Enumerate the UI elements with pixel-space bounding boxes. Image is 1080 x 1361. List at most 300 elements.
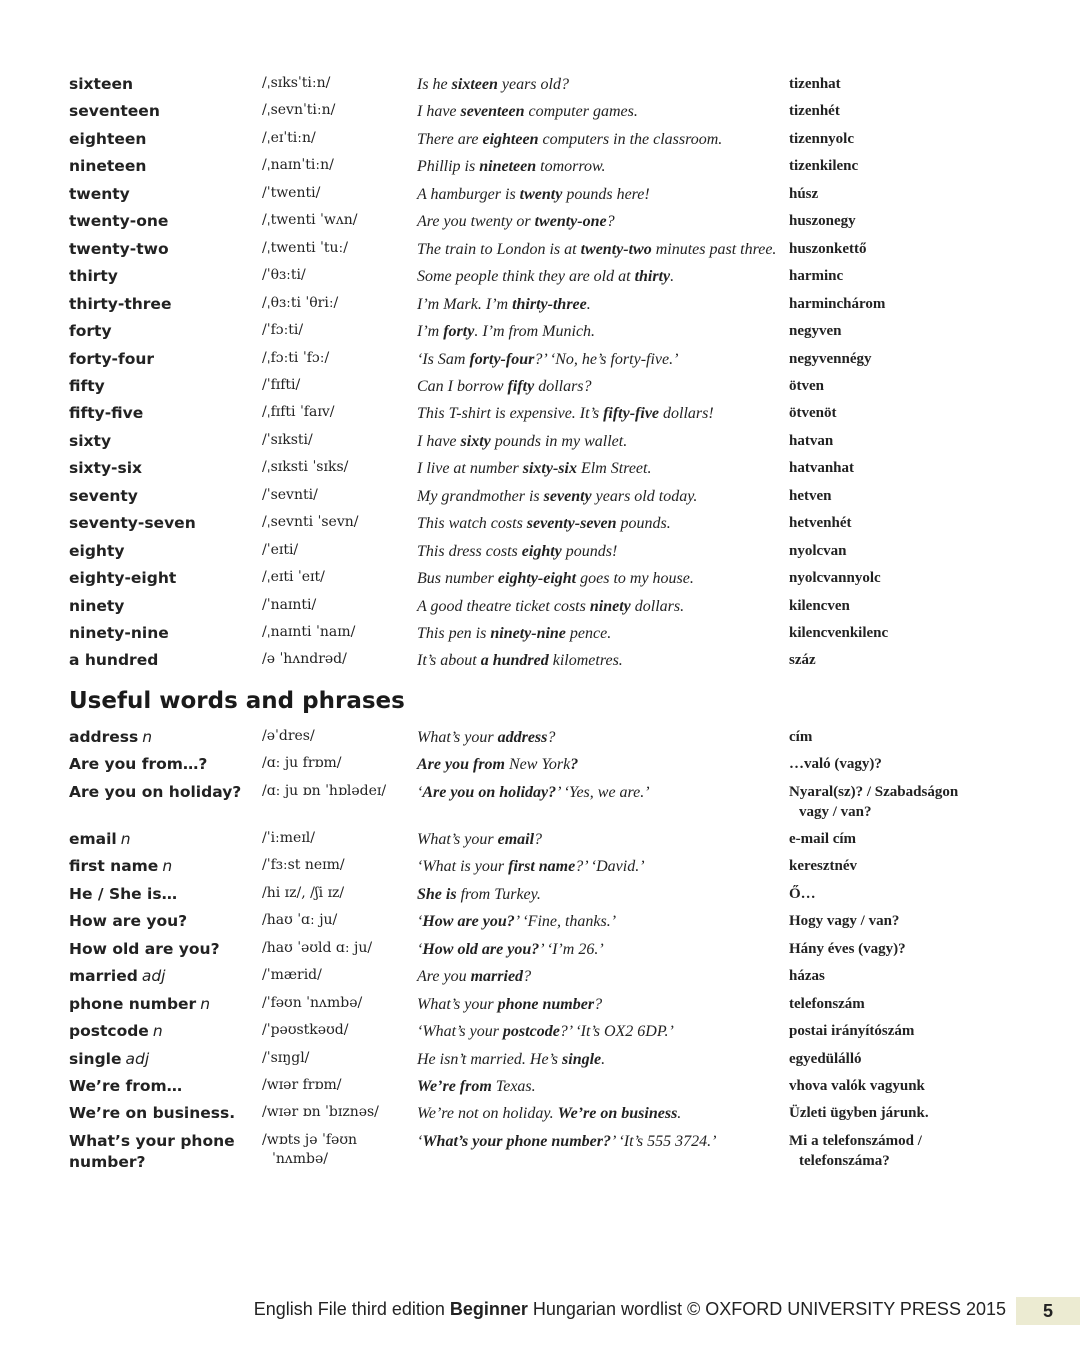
example-text: We’re not on holiday. bbox=[417, 1105, 558, 1122]
hungarian-translation bbox=[789, 184, 989, 204]
example-text: Are you bbox=[417, 968, 471, 985]
example-keyword: twenty-one bbox=[534, 213, 607, 231]
example-text: dollars? bbox=[534, 377, 592, 395]
example-sentence bbox=[417, 266, 787, 287]
headword-text: How are you? bbox=[69, 912, 188, 930]
headword bbox=[69, 321, 254, 342]
example-keyword: thirty bbox=[634, 268, 671, 286]
headword bbox=[69, 74, 254, 95]
example-keyword: first name bbox=[508, 858, 576, 875]
headword bbox=[69, 376, 254, 397]
headword bbox=[69, 884, 254, 905]
example-text: years old? bbox=[497, 76, 569, 93]
example-text: ? bbox=[594, 996, 603, 1013]
pronunciation bbox=[262, 650, 412, 669]
translation-text: hatvanhat bbox=[789, 460, 855, 477]
hungarian-translation bbox=[789, 129, 989, 149]
headword-text: single bbox=[69, 1050, 122, 1068]
pronunciation bbox=[262, 1049, 412, 1068]
example-sentence bbox=[417, 727, 787, 748]
translation-text: tizenkilenc bbox=[789, 158, 859, 175]
headword bbox=[69, 156, 254, 177]
headword bbox=[69, 349, 254, 370]
headword bbox=[69, 650, 254, 671]
headword-text: fifty-five bbox=[69, 404, 144, 423]
example-keyword: twenty bbox=[519, 185, 563, 203]
headword-text: twenty bbox=[69, 184, 130, 203]
headword-text: Are you from…? bbox=[69, 755, 208, 773]
example-sentence bbox=[417, 1103, 787, 1124]
example-text: ‘Is Sam bbox=[417, 350, 470, 368]
section-title: Useful words and phrases bbox=[69, 688, 405, 714]
headword bbox=[69, 1021, 254, 1042]
example-text: pounds! bbox=[561, 542, 618, 560]
example-keyword: single bbox=[562, 1051, 602, 1068]
example-text: Some people think they are old at bbox=[417, 268, 635, 286]
headword-text: We’re on business. bbox=[69, 1104, 236, 1122]
hungarian-translation bbox=[789, 101, 989, 121]
pronunciation-text: /ˌnaɪnti ˈnaɪn/ bbox=[262, 624, 356, 640]
headword bbox=[69, 1103, 254, 1124]
headword-text: thirty bbox=[69, 267, 118, 286]
headword bbox=[69, 541, 254, 562]
pronunciation-text: /wɪər frɒm/ bbox=[262, 1077, 342, 1093]
pronunciation-text: /ˈiːmeɪl/ bbox=[262, 830, 315, 846]
pronunciation bbox=[262, 568, 412, 587]
part-of-speech: n bbox=[142, 728, 153, 746]
part-of-speech: adj bbox=[125, 1050, 150, 1068]
headword-text: ninety-nine bbox=[69, 624, 169, 642]
example-keyword: forty-four bbox=[469, 350, 535, 368]
example-sentence bbox=[417, 431, 787, 452]
hungarian-translation bbox=[789, 294, 989, 314]
example-text: ‘ bbox=[417, 784, 423, 801]
pronunciation-text: /ˌtwenti ˈwʌn/ bbox=[262, 212, 358, 229]
example-text: . bbox=[586, 295, 591, 313]
pronunciation bbox=[262, 458, 412, 477]
headword bbox=[69, 431, 254, 452]
example-sentence bbox=[417, 1131, 787, 1152]
example-text: ? bbox=[534, 831, 543, 848]
headword-text: postcode bbox=[69, 1022, 149, 1040]
example-text: ‘ bbox=[417, 941, 423, 958]
example-keyword: seventy bbox=[543, 487, 592, 505]
example-text: The train to London is at bbox=[417, 240, 581, 258]
headword bbox=[69, 239, 254, 260]
headword-text: married bbox=[69, 967, 138, 985]
example-sentence bbox=[417, 568, 787, 589]
pronunciation-text: /ˌtwenti ˈtuː/ bbox=[262, 239, 348, 256]
hungarian-translation bbox=[789, 211, 989, 231]
pronunciation-text: /ˈtwenti/ bbox=[262, 184, 321, 201]
example-text: What’s your bbox=[417, 831, 498, 848]
example-text: ? bbox=[547, 729, 556, 746]
headword-text: forty-four bbox=[69, 349, 155, 368]
example-text: from Turkey. bbox=[456, 886, 541, 903]
translation-text: kilencvenkilenc bbox=[789, 625, 889, 641]
example-sentence bbox=[417, 966, 787, 987]
example-sentence bbox=[417, 458, 787, 479]
example-keyword: email bbox=[497, 831, 535, 848]
example-sentence bbox=[417, 184, 787, 205]
pronunciation-text: /ˌnaɪnˈtiːn/ bbox=[262, 157, 334, 174]
example-sentence bbox=[417, 349, 787, 370]
headword bbox=[69, 829, 254, 850]
pronunciation-text: /ˈfɔːti/ bbox=[262, 322, 304, 339]
example-text: minutes past three. bbox=[651, 240, 777, 258]
example-sentence bbox=[417, 239, 787, 260]
pronunciation bbox=[262, 403, 412, 422]
pronunciation bbox=[262, 541, 412, 560]
hungarian-translation bbox=[789, 782, 989, 822]
headword bbox=[69, 856, 254, 877]
example-text: ‘ bbox=[417, 1133, 423, 1150]
example-sentence bbox=[417, 294, 787, 315]
example-sentence bbox=[417, 1076, 787, 1097]
example-text: It’s about bbox=[417, 652, 481, 670]
translation-text: hetven bbox=[789, 487, 832, 504]
translation-text: száz bbox=[789, 652, 816, 669]
example-keyword: How old are you? bbox=[422, 941, 540, 958]
hungarian-translation bbox=[789, 1021, 989, 1041]
headword-text: eighty bbox=[69, 541, 125, 560]
example-text: ‘What is your bbox=[417, 858, 509, 875]
headword-text: eighteen bbox=[69, 129, 147, 148]
pronunciation bbox=[262, 211, 412, 230]
hungarian-translation bbox=[789, 623, 989, 643]
pronunciation-text: /ə ˈhʌndrəd/ bbox=[262, 651, 347, 668]
headword-text: twenty-two bbox=[69, 239, 169, 258]
example-text: pounds. bbox=[616, 515, 671, 533]
example-text: Texas. bbox=[491, 1078, 536, 1095]
pronunciation-text: /ˌsevnˈtiːn/ bbox=[262, 102, 336, 119]
example-keyword: phone number bbox=[497, 996, 595, 1013]
headword-text: sixty-six bbox=[69, 459, 143, 478]
headword-text-continued: number? bbox=[69, 1153, 146, 1171]
headword bbox=[69, 129, 254, 150]
pronunciation bbox=[262, 829, 412, 848]
pronunciation-text: /haʊ ˈəʊld ɑː ju/ bbox=[262, 940, 373, 956]
pronunciation-text: /ˈfɜːst neɪm/ bbox=[262, 857, 345, 873]
translation-text: egyedülálló bbox=[789, 1051, 862, 1067]
example-sentence bbox=[417, 884, 787, 905]
pronunciation bbox=[262, 884, 412, 903]
hungarian-translation bbox=[789, 856, 989, 876]
translation-text: huszonegy bbox=[789, 213, 856, 230]
example-text: A hamburger is bbox=[417, 185, 520, 203]
headword-text: eighty-eight bbox=[69, 569, 177, 588]
example-text: I’m Mark. I’m bbox=[417, 295, 513, 313]
footer-text-pre: English File third edition bbox=[253, 1299, 450, 1319]
translation-text: e-mail cím bbox=[789, 831, 857, 847]
example-text: I have bbox=[417, 432, 461, 450]
example-text: computer games. bbox=[524, 103, 638, 121]
headword-text: We’re from… bbox=[69, 1077, 183, 1095]
example-text: A good theatre ticket costs bbox=[417, 597, 590, 615]
example-text: This T-shirt is expensive. It’s bbox=[417, 405, 604, 423]
example-sentence bbox=[417, 1021, 787, 1042]
headword bbox=[69, 754, 254, 775]
hungarian-translation bbox=[789, 939, 989, 959]
example-text: kilometres. bbox=[548, 652, 623, 670]
example-keyword: nineteen bbox=[479, 158, 537, 176]
hungarian-translation bbox=[789, 349, 989, 369]
headword bbox=[69, 211, 254, 232]
example-keyword: eighteen bbox=[482, 130, 539, 148]
example-text: . bbox=[601, 1051, 606, 1068]
example-keyword: forty bbox=[443, 323, 475, 341]
example-sentence bbox=[417, 129, 787, 150]
pronunciation-text: /ˈsɪksti/ bbox=[262, 431, 313, 448]
translation-text: hetvenhét bbox=[789, 515, 852, 532]
headword-text: twenty-one bbox=[69, 212, 169, 231]
headword-text: email bbox=[69, 830, 117, 848]
pronunciation bbox=[262, 101, 412, 120]
example-text: I live at number bbox=[417, 460, 523, 478]
pronunciation bbox=[262, 1131, 412, 1169]
translation-text: tizennyolc bbox=[789, 130, 854, 147]
example-text: I have bbox=[417, 103, 461, 121]
pronunciation bbox=[262, 376, 412, 395]
pronunciation bbox=[262, 486, 412, 505]
translation-text: ötven bbox=[789, 377, 824, 394]
translation-text: házas bbox=[789, 968, 825, 984]
hungarian-translation bbox=[789, 541, 989, 561]
example-text: ’ ‘I’m 26.’ bbox=[539, 941, 604, 958]
translation-text: tizenhét bbox=[789, 103, 840, 120]
headword-text: He / She is… bbox=[69, 885, 178, 903]
headword-text: What’s your phone bbox=[69, 1132, 235, 1150]
example-text: years old today. bbox=[591, 487, 698, 505]
hungarian-translation bbox=[789, 966, 989, 986]
example-sentence bbox=[417, 994, 787, 1015]
example-keyword: married bbox=[470, 968, 524, 985]
pronunciation-text: /ˌeɪti ˈeɪt/ bbox=[262, 569, 325, 586]
pronunciation-text: /ɑː ju ɒn ˈhɒlədeɪ/ bbox=[262, 783, 387, 799]
example-keyword: thirty-three bbox=[512, 295, 587, 313]
part-of-speech: n bbox=[200, 995, 211, 1013]
pronunciation-text: /ˌeɪˈtiːn/ bbox=[262, 129, 316, 146]
pronunciation bbox=[262, 782, 412, 801]
example-text: . bbox=[677, 1105, 682, 1122]
part-of-speech: adj bbox=[141, 967, 166, 985]
pronunciation bbox=[262, 266, 412, 285]
pronunciation-text: /ˈmærid/ bbox=[262, 967, 322, 983]
translation-text: negyvennégy bbox=[789, 350, 872, 367]
example-keyword: sixty bbox=[460, 432, 491, 450]
footer-text-post: Hungarian wordlist © OXFORD UNIVERSITY PRESS 2015 bbox=[527, 1299, 1006, 1319]
example-keyword: fifty-five bbox=[603, 405, 660, 423]
translation-text: húsz bbox=[789, 185, 819, 202]
example-text: pence. bbox=[565, 625, 612, 642]
footer-credit bbox=[254, 1299, 1006, 1320]
headword bbox=[69, 994, 254, 1015]
headword bbox=[69, 184, 254, 205]
example-text: My grandmother is bbox=[417, 487, 544, 505]
example-keyword: fifty bbox=[507, 377, 535, 395]
example-keyword: ninety bbox=[589, 597, 631, 615]
headword bbox=[69, 966, 254, 987]
translation-text: postai irányítószám bbox=[789, 1023, 915, 1039]
translation-text: vhova valók vagyunk bbox=[789, 1078, 925, 1094]
pronunciation bbox=[262, 911, 412, 930]
example-sentence bbox=[417, 211, 787, 232]
headword bbox=[69, 1131, 254, 1173]
headword bbox=[69, 727, 254, 748]
example-sentence bbox=[417, 486, 787, 507]
hungarian-translation bbox=[789, 884, 989, 904]
translation-text: nyolcvan bbox=[789, 542, 847, 559]
hungarian-translation bbox=[789, 458, 989, 478]
headword-text: Are you on holiday? bbox=[69, 783, 242, 801]
pronunciation-text: /ˌsɪksˈtiːn/ bbox=[262, 75, 331, 91]
hungarian-translation bbox=[789, 1049, 989, 1069]
example-sentence bbox=[417, 541, 787, 562]
hungarian-translation bbox=[789, 1103, 989, 1123]
example-sentence bbox=[417, 782, 787, 803]
pronunciation bbox=[262, 623, 412, 642]
example-text: Is he bbox=[417, 76, 452, 93]
example-keyword: Are you on holiday? bbox=[422, 784, 557, 801]
pronunciation bbox=[262, 513, 412, 532]
translation-text: Hogy vagy / van? bbox=[789, 913, 900, 929]
headword-text: ninety bbox=[69, 596, 125, 615]
pronunciation-text: /ˈfɪfti/ bbox=[262, 376, 301, 393]
pronunciation-text: /ˌθɜːti ˈθriː/ bbox=[262, 294, 339, 311]
translation-text: tizenhat bbox=[789, 76, 841, 92]
pronunciation-text: /ˈnaɪnti/ bbox=[262, 596, 317, 613]
pronunciation bbox=[262, 966, 412, 985]
example-text: What’s your bbox=[417, 996, 498, 1013]
example-keyword: Are you from bbox=[417, 756, 505, 773]
example-text: ’ ‘It’s 555 3724.’ bbox=[610, 1133, 717, 1150]
example-text: goes to my house. bbox=[576, 570, 694, 588]
example-sentence bbox=[417, 376, 787, 397]
example-keyword: postcode bbox=[502, 1023, 560, 1040]
translation-text: negyven bbox=[789, 323, 842, 340]
headword-text: nineteen bbox=[69, 157, 147, 176]
example-keyword: ninety-nine bbox=[490, 625, 566, 642]
page-footer bbox=[0, 1297, 1080, 1327]
pronunciation-text: /ˈfəʊn ˈnʌmbə/ bbox=[262, 995, 363, 1011]
headword-text: a hundred bbox=[69, 651, 159, 670]
pronunciation-text: /ˈsɪŋgl/ bbox=[262, 1050, 310, 1066]
translation-text: harminc bbox=[789, 268, 844, 285]
pronunciation-text-continued: ˈnʌmbə/ bbox=[272, 1151, 329, 1167]
pronunciation bbox=[262, 156, 412, 175]
translation-text: hatvan bbox=[789, 432, 834, 449]
pronunciation bbox=[262, 727, 412, 746]
hungarian-translation bbox=[789, 596, 989, 616]
example-text: ?’ ‘David.’ bbox=[575, 858, 645, 875]
headword bbox=[69, 1049, 254, 1070]
pronunciation bbox=[262, 994, 412, 1013]
pronunciation bbox=[262, 321, 412, 340]
translation-text: harminchárom bbox=[789, 295, 886, 312]
example-text: Can I borrow bbox=[417, 377, 508, 395]
pronunciation-text: /ˈsevnti/ bbox=[262, 486, 318, 503]
hungarian-translation bbox=[789, 156, 989, 176]
pronunciation bbox=[262, 1021, 412, 1040]
pronunciation bbox=[262, 294, 412, 313]
hungarian-translation bbox=[789, 1076, 989, 1096]
example-text: ? bbox=[523, 968, 532, 985]
part-of-speech: n bbox=[162, 857, 173, 875]
translation-text: Üzleti ügyben járunk. bbox=[789, 1105, 929, 1121]
headword bbox=[69, 568, 254, 589]
example-keyword: sixty-six bbox=[522, 460, 577, 478]
hungarian-translation bbox=[789, 403, 989, 423]
example-text: ? bbox=[606, 213, 615, 231]
example-keyword: sixteen bbox=[451, 76, 498, 93]
example-text: Phillip is bbox=[417, 158, 480, 176]
example-sentence bbox=[417, 596, 787, 617]
hungarian-translation bbox=[789, 568, 989, 588]
example-sentence bbox=[417, 939, 787, 960]
translation-text: Nyaral(sz)? / Szabadságon bbox=[789, 784, 959, 800]
pronunciation bbox=[262, 754, 412, 773]
example-text: tomorrow. bbox=[536, 158, 606, 176]
example-keyword: We’re on business bbox=[557, 1105, 678, 1122]
example-keyword: We’re from bbox=[417, 1078, 492, 1095]
hungarian-translation bbox=[789, 486, 989, 506]
example-keyword: What’s your phone number? bbox=[422, 1133, 611, 1150]
pronunciation bbox=[262, 596, 412, 615]
example-text: ?’ ‘No, he’s forty-five.’ bbox=[534, 350, 679, 368]
example-text: Bus number bbox=[417, 570, 498, 588]
example-text: This watch costs bbox=[417, 515, 527, 533]
headword-text: fifty bbox=[69, 376, 105, 395]
example-keyword: seventy-seven bbox=[526, 515, 617, 533]
example-text: I’m bbox=[417, 323, 444, 341]
headword-text: address bbox=[69, 728, 139, 746]
translation-text: keresztnév bbox=[789, 858, 858, 874]
headword bbox=[69, 596, 254, 617]
example-sentence bbox=[417, 829, 787, 850]
example-sentence bbox=[417, 1049, 787, 1070]
pronunciation-text: /ˌfɔːti ˈfɔː/ bbox=[262, 349, 330, 366]
example-keyword: How are you? bbox=[422, 913, 515, 930]
example-keyword: ? bbox=[570, 756, 579, 773]
example-sentence bbox=[417, 513, 787, 534]
part-of-speech: n bbox=[152, 1022, 163, 1040]
translation-text: telefonszám bbox=[789, 996, 865, 1012]
translation-text: Hány éves (vagy)? bbox=[789, 941, 906, 957]
example-keyword: seventeen bbox=[460, 103, 525, 121]
headword bbox=[69, 1076, 254, 1097]
example-sentence bbox=[417, 856, 787, 877]
pronunciation-text: /ˈpəʊstkəʊd/ bbox=[262, 1022, 349, 1038]
pronunciation-text: /ˈθɜːti/ bbox=[262, 267, 306, 284]
translation-text: kilencven bbox=[789, 597, 850, 614]
example-sentence bbox=[417, 754, 787, 775]
translation-text: Mi a telefonszámod / bbox=[789, 1133, 922, 1149]
example-text: ?’ ‘It’s OX2 6DP.’ bbox=[559, 1023, 674, 1040]
headword-text: seventy-seven bbox=[69, 514, 196, 533]
headword bbox=[69, 266, 254, 287]
pronunciation-text: /ˈeɪti/ bbox=[262, 541, 299, 558]
headword bbox=[69, 403, 254, 424]
example-sentence bbox=[417, 101, 787, 122]
hungarian-translation bbox=[789, 513, 989, 533]
pronunciation-text: /haʊ ˈɑː ju/ bbox=[262, 912, 338, 928]
pronunciation bbox=[262, 129, 412, 148]
hungarian-translation bbox=[789, 754, 989, 774]
pronunciation bbox=[262, 239, 412, 258]
hungarian-translation bbox=[789, 239, 989, 259]
example-text: pounds here! bbox=[562, 185, 650, 203]
headword bbox=[69, 911, 254, 932]
